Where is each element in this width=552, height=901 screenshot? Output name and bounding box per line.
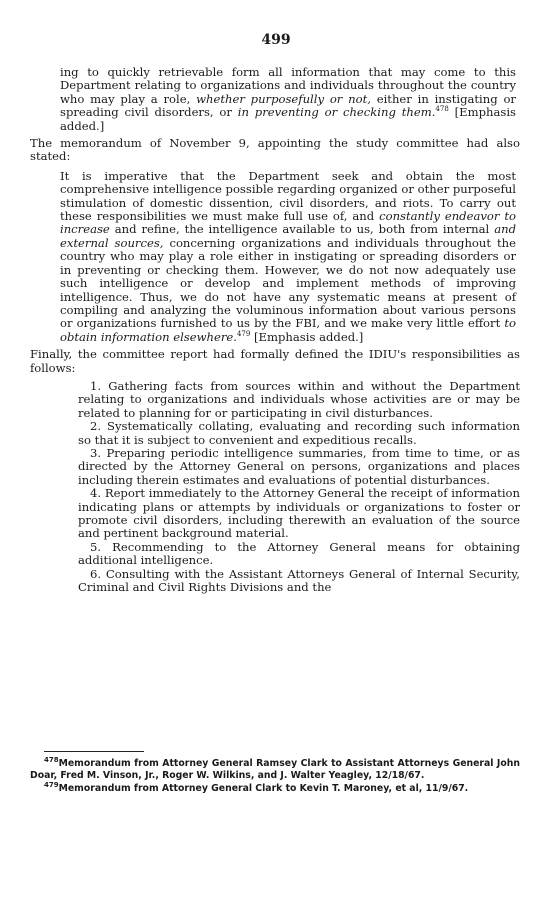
list-item: 4. Report immediately to the Attorney General the receipt of information indicating plans or attempts by individuals or organizations to foster or promote civil disorders, including therewith an evaluation of the source and pertinent background material. [78,486,520,541]
paragraph-committee-report: Finally, the committee report had formally defined the IDIU's responsibilities as follows: [30,347,520,375]
quote1-italic-a: whether purposefully or not, [196,91,371,106]
list-item: 6. Consulting with the Assistant Attorneys General of Internal Security, Criminal and Civil Rights Divisions and the [78,566,520,595]
quote2-italic-b: and external sources, [60,222,516,250]
quote2-text-a: It is imperative that the Department seek and obtain the most comprehensive intelligence possible regarding organized or other purposeful stimulation of domestic dissention, civil disorders, and riots. To carry out these responsibilities we must make full use of, and [60,168,516,224]
footnote-number: 478 [44,755,59,764]
quote2-text-b: and refine, the intelligence available to us, both from internal [109,222,495,237]
footnote-ref-478: 478 [435,105,449,114]
quote1-text-a: ing to quickly retrievable form all information that may come to this Department relating to organizations and individuals throughout the country who may play a role, [60,65,516,106]
quote2-italic-c: to obtain information elsewhere. [60,316,516,344]
footnote-text: Memorandum from Attorney General Clark to Kevin T. Maroney, et al, 11/9/67. [58,783,469,794]
quote1-text-c: [Emphasis added.] [60,105,517,133]
footnote-478 [30,755,520,781]
responsibilities-list [78,380,520,595]
page-body [30,66,520,594]
block-quote-1 [60,66,516,133]
footnote-text: Memorandum from Attorney General Ramsey Clark to Assistant Attorneys General John Doar, Fred M. Vinson, Jr., Roger W. Wilkins, and J. Walter Yeagley, 12/18/67. [30,758,520,781]
quote2-text-c: concerning organizations and individuals throughout the country who may play a role either in instigating or spreading disorders or in preventing or checking them. However, we do not now adequately use such intelligence or develop and implement methods of improving intelligence. Thus, we do not have any systematic means at present of compiling and analyzing the voluminous information about various persons or organizations furnished to us by the FBI, and we make very little effort [60,235,516,331]
list-item: 3. Preparing periodic intelligence summaries, from time to time, or as directed by the Attorney General on persons, organizations and places including therein estimates and evaluations of potential disturbances. [78,445,520,487]
list-item: 2. Systematically collating, evaluating and recording such information so that it is subject to convenient and expeditious recalls. [78,419,520,447]
block-quote-2 [60,170,516,344]
page-number: 499 [261,32,291,48]
list-item: 1. Gathering facts from sources within and without the Department relating to organizations and individuals whose activities are or may be related to planning for or participating in civil disturbances. [78,378,520,420]
quote1-text-b: either in instigating or spreading civil disorders, or [60,91,516,120]
paragraph-memorandum: The memorandum of November 9, appointing the study committee had also stated: [30,136,520,164]
footnote-ref-479: 479 [236,329,251,338]
footnote-divider [44,751,144,752]
footnote-479 [30,780,520,795]
list-item: 5. Recommending to the Attorney General means for obtaining additional intelligence. [78,539,520,568]
quote1-italic-b: in preventing or checking them. [237,105,436,120]
quote2-text-d: [Emphasis added.] [250,329,364,344]
footnote-number: 479 [44,780,59,789]
footnotes [30,755,520,797]
quote2-italic-a: constantly endeavor to increase [60,209,517,237]
